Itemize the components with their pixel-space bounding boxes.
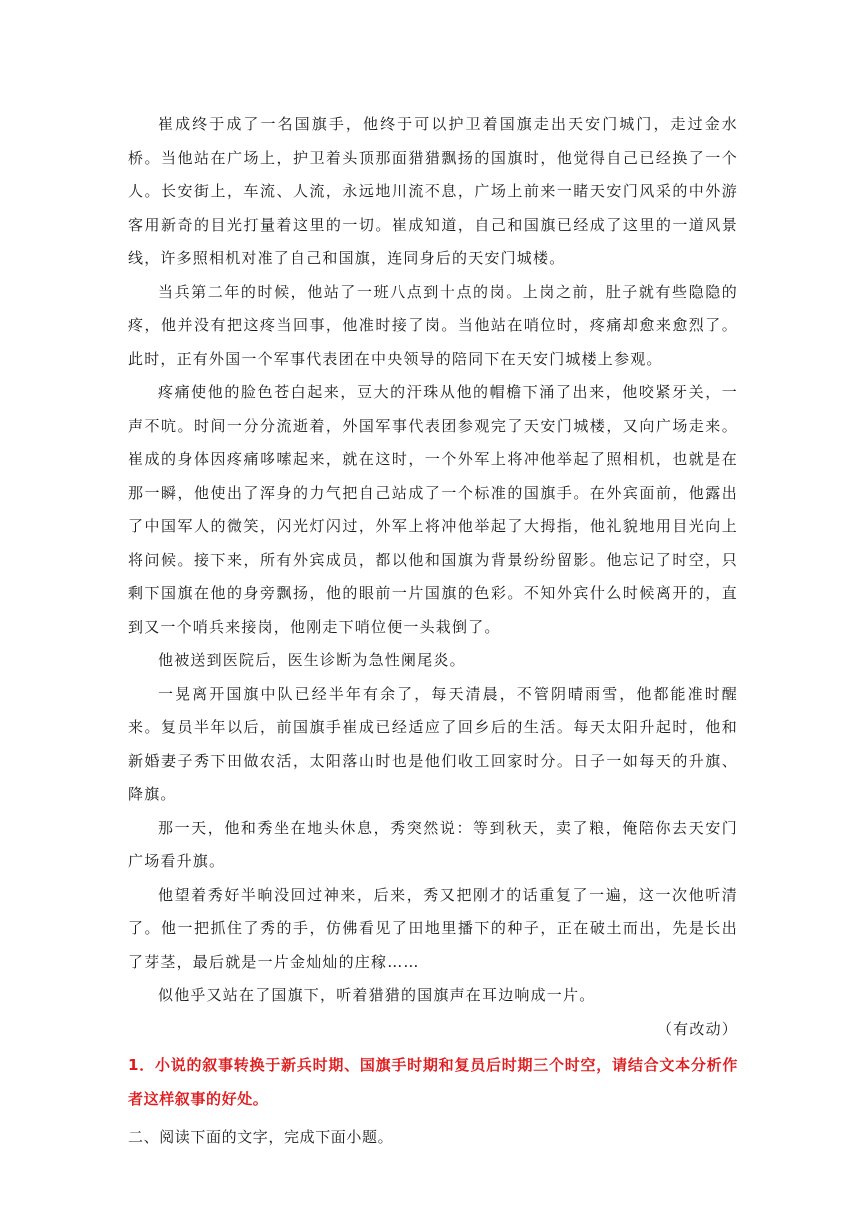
- adaptation-note: （有改动）: [656, 1019, 738, 1038]
- story-paragraph-1: 崔成终于成了一名国旗手，他终于可以护卫着国旗走出天安门城门，走过金水桥。当他站在广场上，护卫着头顶那面猎猎飘扬的国旗时，他觉得自己已经换了一个人。长安街上，车流、人流，永远地川流不息，广场上前来一睹天安门风采的中外游客用新奇的目光打量着这里的一切。崔成知道，自己和国旗已经成了这里的一道风景线，许多照相机对准了自己和国旗，连同身后的天安门城楼。: [128, 115, 738, 267]
- story-paragraph-2: 当兵第二年的时候，他站了一班八点到十点的岗。上岗之前，肚子就有些隐隐的疼，他并没有把这疼当回事，他准时接了岗。当他站在哨位时，疼痛却愈来愈烈了。此时，正有外国一个军事代表团在中央领导的陪同下在天安门城楼上参观。: [128, 282, 738, 368]
- story-paragraph-8: 似他乎又站在了国旗下，听着猎猎的国旗声在耳边响成一片。: [158, 986, 596, 1004]
- story-paragraph-6: 那一天，他和秀坐在地头休息，秀突然说：等到秋天，卖了粮，俺陪你去天安门广场看升旗。: [128, 818, 738, 870]
- question-1: 1．小说的叙事转换于新兵时期、国旗手时期和复员后时期三个时空，请结合文本分析作者这样叙事的好处。: [128, 1056, 738, 1108]
- story-paragraph-3: 疼痛使他的脸色苍白起来，豆大的汗珠从他的帽檐下涌了出来，他咬紧牙关，一声不吭。时间一分分流逝着，外国军事代表团参观完了天安门城楼，又向广场走来。崔成的身体因疼痛哆嗦起来，就在这时，一个外军上将冲他举起了照相机，也就是在那一瞬，他使出了浑身的力气把自己站成了一个标准的国旗手。在外宾面前，他露出了中国军人的微笑，闪光灯闪过，外军上将冲他举起了大拇指，他礼貌地用目光向上将问候。接下来，所有外宾成员，都以他和国旗为背景纷纷留影。他忘记了时空，只剩下国旗在他的身旁飘扬，他的眼前一片国旗的色彩。不知外宾什么时候离开的，直到又一个哨兵来接岗，他刚走下哨位便一头栽倒了。: [128, 383, 738, 636]
- section-heading: 二、阅读下面的文字，完成下面小题。: [128, 1128, 394, 1146]
- story-paragraph-7: 他望着秀好半晌没回过神来，后来，秀又把刚才的话重复了一遍，这一次他听清了。他一把抓住了秀的手，仿佛看见了田地里播下的种子，正在破土而出，先是长出了芽茎，最后就是一片金灿灿的庄稼……: [128, 885, 738, 971]
- story-paragraph-4: 他被送到医院后，医生诊断为急性阑尾炎。: [158, 651, 466, 669]
- story-paragraph-5: 一晃离开国旗中队已经半年有余了，每天清晨，不管阴晴雨雪，他都能准时醒来。复员半年以后，前国旗手崔成已经适应了回乡后的生活。每天太阳升起时，他和新婚妻子秀下田做农活，太阳落山时也是他们收工回家时分。日子一如每天的升旗、降旗。: [128, 684, 738, 803]
